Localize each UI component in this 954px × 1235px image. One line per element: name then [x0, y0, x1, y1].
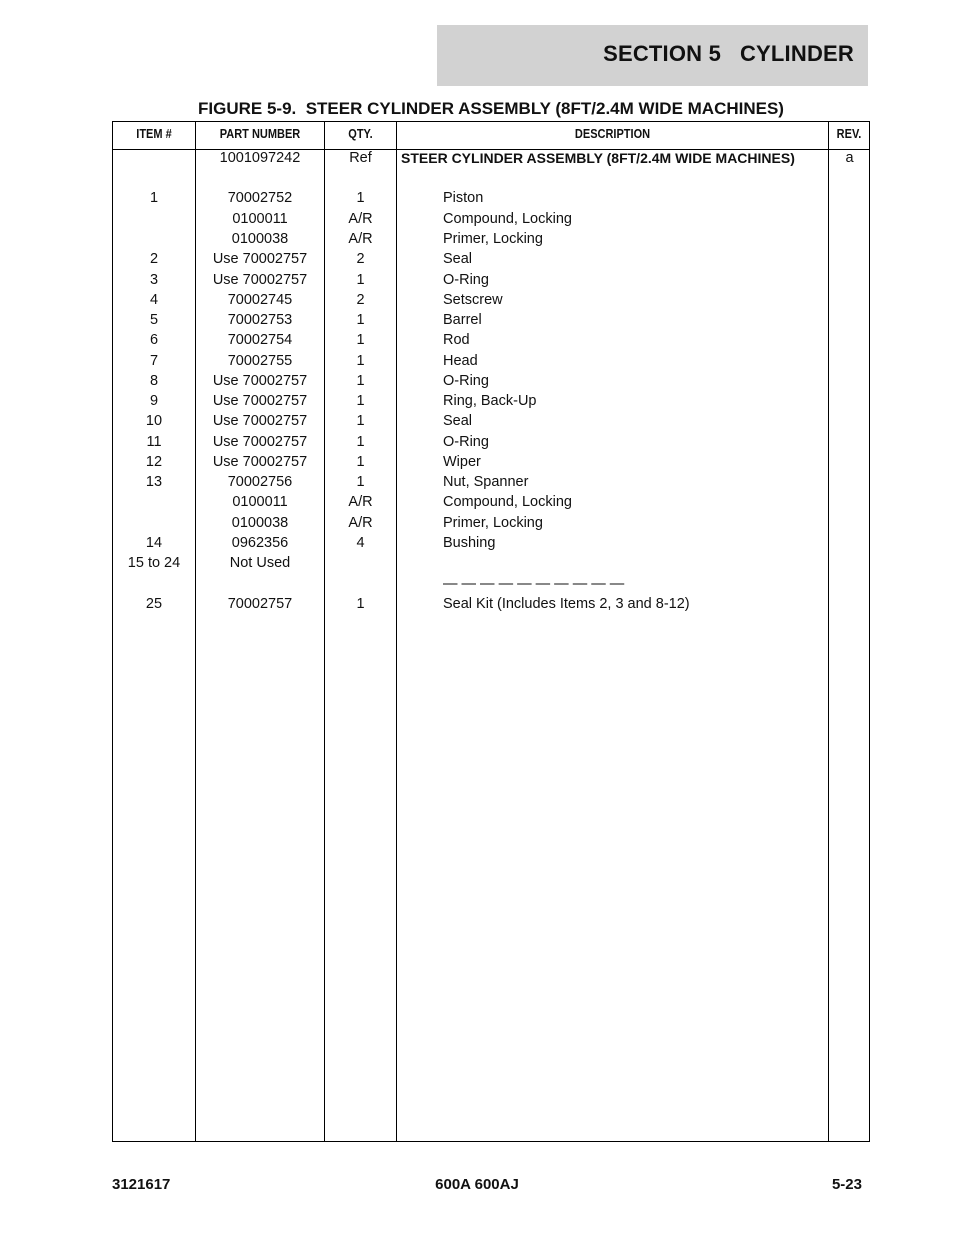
part-number: 70002756 — [227, 474, 293, 490]
description: Wiper — [443, 453, 481, 470]
item-number: 25 — [145, 596, 163, 612]
revision — [830, 351, 869, 371]
revision: a — [845, 150, 854, 166]
part-number: 70002757 — [227, 596, 293, 612]
part-number: 70002752 — [227, 190, 293, 206]
item-number: 7 — [149, 352, 159, 369]
description: O-Ring — [443, 271, 489, 288]
item-number: 15 to 24 — [127, 555, 181, 571]
item-number: 13 — [145, 474, 163, 490]
description: Piston — [443, 190, 484, 206]
revision — [830, 533, 869, 553]
quantity: 1 — [356, 433, 365, 450]
description: Nut, Spanner — [443, 474, 529, 490]
header-rev: REV. — [836, 127, 862, 141]
item-number: 2 — [149, 251, 159, 267]
part-number: Use 70002757 — [212, 413, 308, 429]
part-number: 0100011 — [232, 210, 288, 227]
quantity: A/R — [348, 210, 373, 227]
description: Setscrew — [443, 291, 503, 308]
revision — [830, 513, 869, 533]
part-number: Use 70002757 — [212, 251, 308, 267]
item-number — [113, 513, 195, 533]
item-number — [113, 229, 195, 249]
quantity: 1 — [356, 413, 365, 429]
section-title: SECTION 5 CYLINDER — [603, 41, 854, 66]
part-number: 70002745 — [227, 291, 293, 308]
description: — — — — — — — — — — — [443, 575, 625, 592]
revision — [830, 432, 869, 452]
revision — [830, 452, 869, 472]
footer-page-number: 5-23 — [831, 1176, 862, 1193]
quantity — [325, 574, 396, 594]
part-number: 0100011 — [232, 494, 288, 510]
revision — [830, 290, 869, 310]
section-header — [437, 25, 868, 86]
figure-title: FIGURE 5-9. STEER CYLINDER ASSEMBLY (8FT/2.4M WIDE MACHINES) — [198, 99, 784, 118]
revision — [830, 371, 869, 391]
part-number: 0100038 — [231, 231, 289, 247]
description: Seal — [443, 413, 473, 429]
part-number: 1001097242 — [219, 150, 301, 166]
revision — [830, 391, 869, 411]
part-number: 70002754 — [227, 332, 293, 348]
revision — [830, 188, 869, 208]
description: STEER CYLINDER ASSEMBLY (8FT/2.4M WIDE MACHINES) — [401, 150, 795, 166]
revision — [830, 553, 869, 573]
quantity: A/R — [348, 494, 373, 510]
description: Barrel — [443, 312, 482, 328]
quantity: Ref — [349, 150, 372, 166]
quantity: 1 — [356, 393, 365, 409]
revision — [830, 594, 869, 614]
part-number: 0100038 — [231, 514, 289, 531]
item-number: 5 — [149, 312, 159, 328]
part-number: 70002753 — [227, 312, 293, 328]
description: Compound, Locking — [443, 210, 572, 227]
quantity: 1 — [356, 474, 365, 490]
quantity: 1 — [356, 453, 365, 470]
item-number — [113, 148, 195, 168]
header-qty: QTY. — [348, 127, 373, 141]
description: Bushing — [443, 535, 496, 551]
item-number: 6 — [149, 332, 159, 348]
quantity: A/R — [348, 231, 373, 247]
footer-model: 600A 600AJ — [435, 1176, 519, 1193]
revision — [830, 330, 869, 350]
item-number: 1 — [149, 190, 159, 206]
revision — [830, 249, 869, 269]
part-number: Use 70002757 — [212, 393, 308, 409]
item-number: 9 — [149, 393, 159, 409]
column-divider — [828, 122, 829, 1141]
description: O-Ring — [443, 372, 489, 389]
item-number — [113, 574, 195, 594]
quantity: 2 — [356, 251, 365, 267]
part-number: 0962356 — [231, 535, 289, 551]
quantity: A/R — [348, 514, 373, 531]
part-number: Use 70002757 — [212, 271, 308, 288]
item-number: 12 — [145, 453, 163, 470]
quantity — [325, 553, 396, 573]
description: Head — [443, 352, 478, 369]
header-item: ITEM # — [136, 127, 172, 141]
footer-doc-number: 3121617 — [112, 1176, 171, 1193]
description: Ring, Back-Up — [443, 393, 537, 409]
part-number: Use 70002757 — [212, 372, 308, 389]
quantity: 4 — [356, 535, 365, 551]
quantity: 2 — [356, 291, 365, 308]
part-number: Use 70002757 — [212, 453, 308, 470]
parts-table — [112, 121, 870, 1142]
item-number — [113, 492, 195, 512]
header-part-number: PART NUMBER — [219, 127, 301, 141]
header-description: DESCRIPTION — [574, 127, 651, 141]
revision — [830, 492, 869, 512]
quantity: 1 — [356, 190, 365, 206]
item-number: 10 — [145, 413, 163, 429]
revision — [830, 472, 869, 492]
quantity: 1 — [356, 352, 365, 369]
description: Primer, Locking — [443, 514, 543, 531]
revision — [830, 574, 869, 594]
revision — [830, 411, 869, 431]
description: O-Ring — [443, 433, 489, 450]
description: Compound, Locking — [443, 494, 572, 510]
part-number: Not Used — [229, 555, 291, 571]
description: Rod — [443, 332, 470, 348]
revision — [830, 229, 869, 249]
column-divider — [396, 122, 397, 1141]
description: Primer, Locking — [443, 231, 543, 247]
part-number: Use 70002757 — [212, 433, 308, 450]
quantity: 1 — [356, 312, 365, 328]
part-number: 70002755 — [227, 352, 293, 369]
revision — [830, 270, 869, 290]
quantity: 1 — [356, 372, 365, 389]
item-number: 3 — [149, 271, 159, 288]
description: Seal — [443, 251, 473, 267]
item-number: 11 — [146, 433, 162, 450]
item-number: 4 — [149, 291, 159, 308]
revision — [830, 209, 869, 229]
quantity: 1 — [356, 332, 365, 348]
quantity: 1 — [356, 271, 365, 288]
item-number: 14 — [145, 535, 163, 551]
quantity: 1 — [356, 596, 365, 612]
part-number — [196, 574, 324, 594]
item-number: 8 — [149, 372, 159, 389]
revision — [830, 310, 869, 330]
item-number — [113, 209, 195, 229]
description: Seal Kit (Includes Items 2, 3 and 8-12) — [443, 596, 690, 612]
